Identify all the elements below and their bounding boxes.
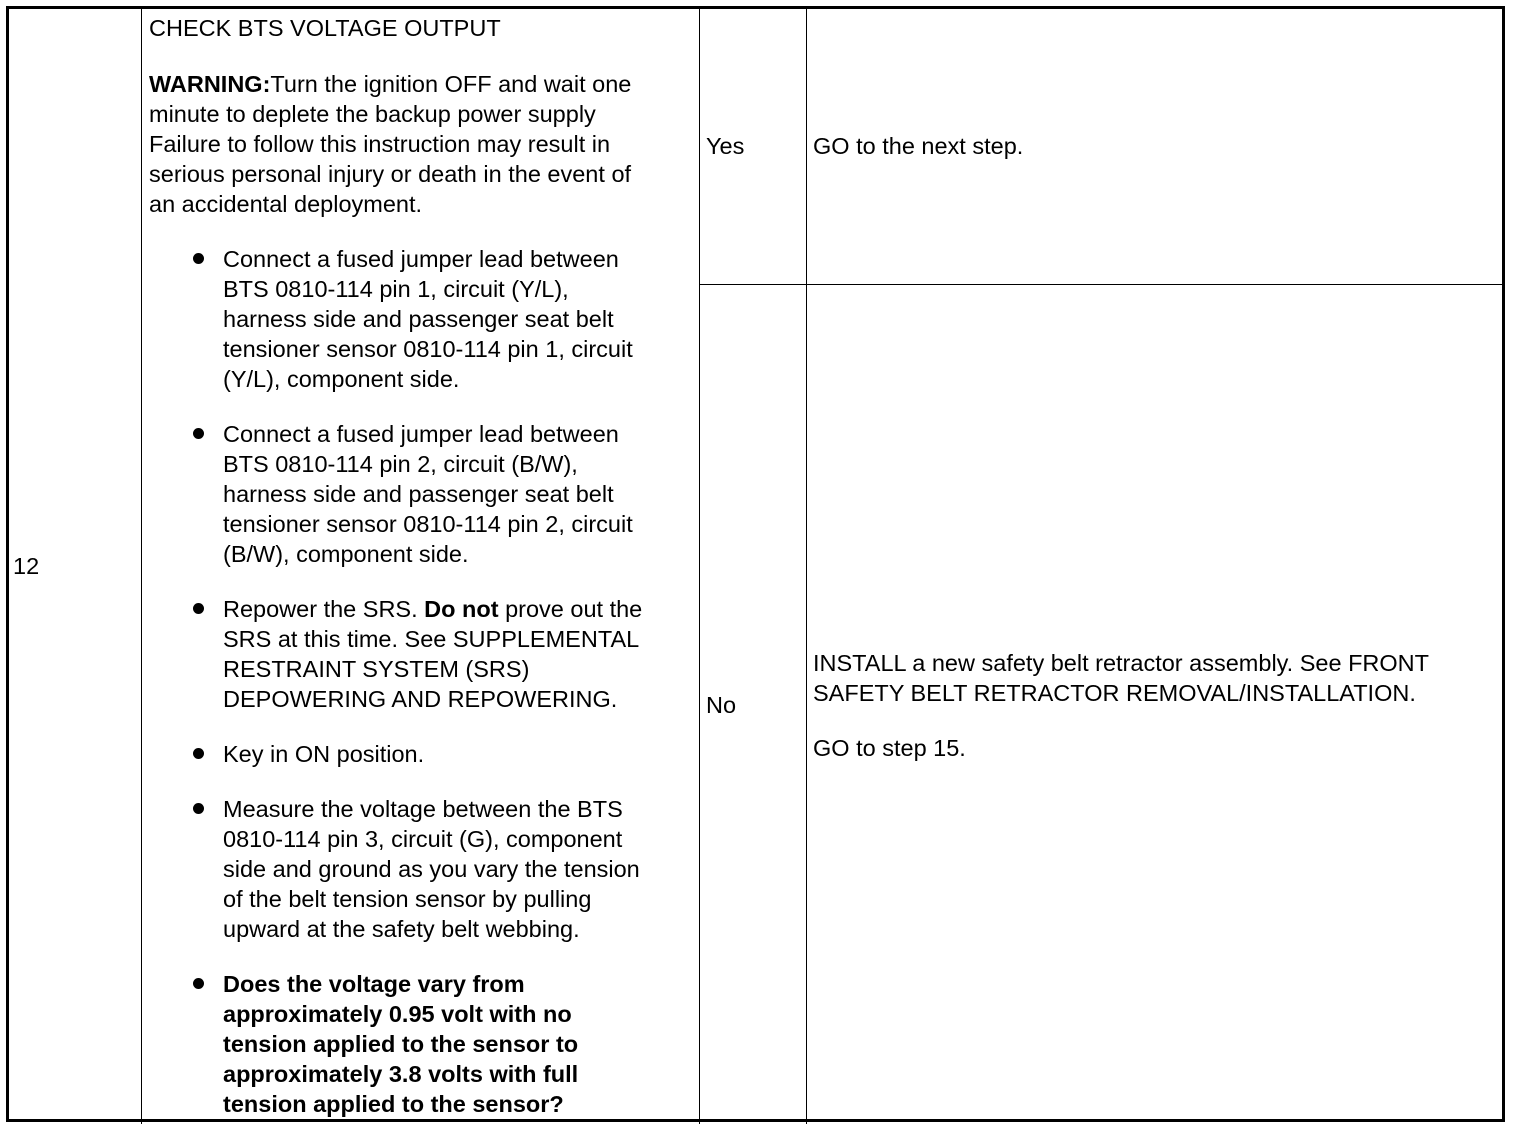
bullet-line: side and ground as you vary the tension xyxy=(223,856,640,882)
column-divider xyxy=(806,6,807,1124)
bullet-line: of the belt tension sensor by pulling xyxy=(223,886,592,912)
question-line: Does the voltage vary from xyxy=(223,971,525,997)
bullet-line: DEPOWERING AND REPOWERING. xyxy=(223,686,618,712)
bullet-dot-icon xyxy=(193,748,204,759)
bullet-line: Measure the voltage between the BTS xyxy=(223,796,623,822)
bullet-line: BTS 0810-114 pin 2, circuit (B/W), xyxy=(223,451,578,477)
bullet-line: tensioner sensor 0810-114 pin 2, circuit xyxy=(223,511,633,537)
bullet-line: Connect a fused jumper lead between xyxy=(223,246,619,272)
question-line: tension applied to the sensor to xyxy=(223,1031,579,1057)
bullet-line: harness side and passenger seat belt xyxy=(223,306,614,332)
warning-line: an accidental deployment. xyxy=(149,191,423,217)
bullet-line: SRS at this time. See SUPPLEMENTAL xyxy=(223,626,640,652)
warning-line: Failure to follow this instruction may result in xyxy=(149,131,611,157)
action-no-goto: GO to step 15. xyxy=(813,735,966,761)
bullet-line: Connect a fused jumper lead between xyxy=(223,421,619,447)
action-yes: GO to the next step. xyxy=(813,133,1024,159)
bullet-line: (Y/L), component side. xyxy=(223,366,460,392)
result-no-label: No xyxy=(706,692,737,718)
bullet-dot-icon xyxy=(193,803,204,814)
bullet-line: 0810-114 pin 3, circuit (G), component xyxy=(223,826,623,852)
bullet-line: harness side and passenger seat belt xyxy=(223,481,614,507)
bullet-line: BTS 0810-114 pin 1, circuit (Y/L), xyxy=(223,276,569,302)
bullet-line: Repower the SRS. Do not prove out the xyxy=(223,596,643,622)
bullet-line: upward at the safety belt webbing. xyxy=(223,916,580,942)
question-line: approximately 3.8 volts with full xyxy=(223,1061,579,1087)
row-divider xyxy=(699,284,1504,285)
bullet-dot-icon xyxy=(193,428,204,439)
warning-line: minute to deplete the backup power supply xyxy=(149,101,596,127)
bullet-line: RESTRAINT SYSTEM (SRS) xyxy=(223,656,530,682)
bullet-dot-icon xyxy=(193,978,204,989)
bullet-line: (B/W), component side. xyxy=(223,541,469,567)
action-no-line: INSTALL a new safety belt retractor assembly. See FRONT xyxy=(813,650,1430,676)
column-divider xyxy=(699,6,700,1124)
question-line: approximately 0.95 volt with no xyxy=(223,1001,572,1027)
warning-label: WARNING: xyxy=(149,71,271,97)
step-title: CHECK BTS VOLTAGE OUTPUT xyxy=(149,15,501,41)
bullet-line: tensioner sensor 0810-114 pin 1, circuit xyxy=(223,336,633,362)
question-line: tension applied to the sensor? xyxy=(223,1091,564,1117)
bullet-dot-icon xyxy=(193,603,204,614)
bullet-dot-icon xyxy=(193,253,204,264)
column-divider xyxy=(141,6,142,1124)
step-number: 12 xyxy=(13,553,40,579)
action-no-line: SAFETY BELT RETRACTOR REMOVAL/INSTALLATION. xyxy=(813,680,1416,706)
warning-line: WARNING:Turn the ignition OFF and wait one xyxy=(149,71,632,97)
result-yes-label: Yes xyxy=(706,133,745,159)
warning-line: serious personal injury or death in the event of xyxy=(149,161,632,187)
bullet-line: Key in ON position. xyxy=(223,741,425,767)
